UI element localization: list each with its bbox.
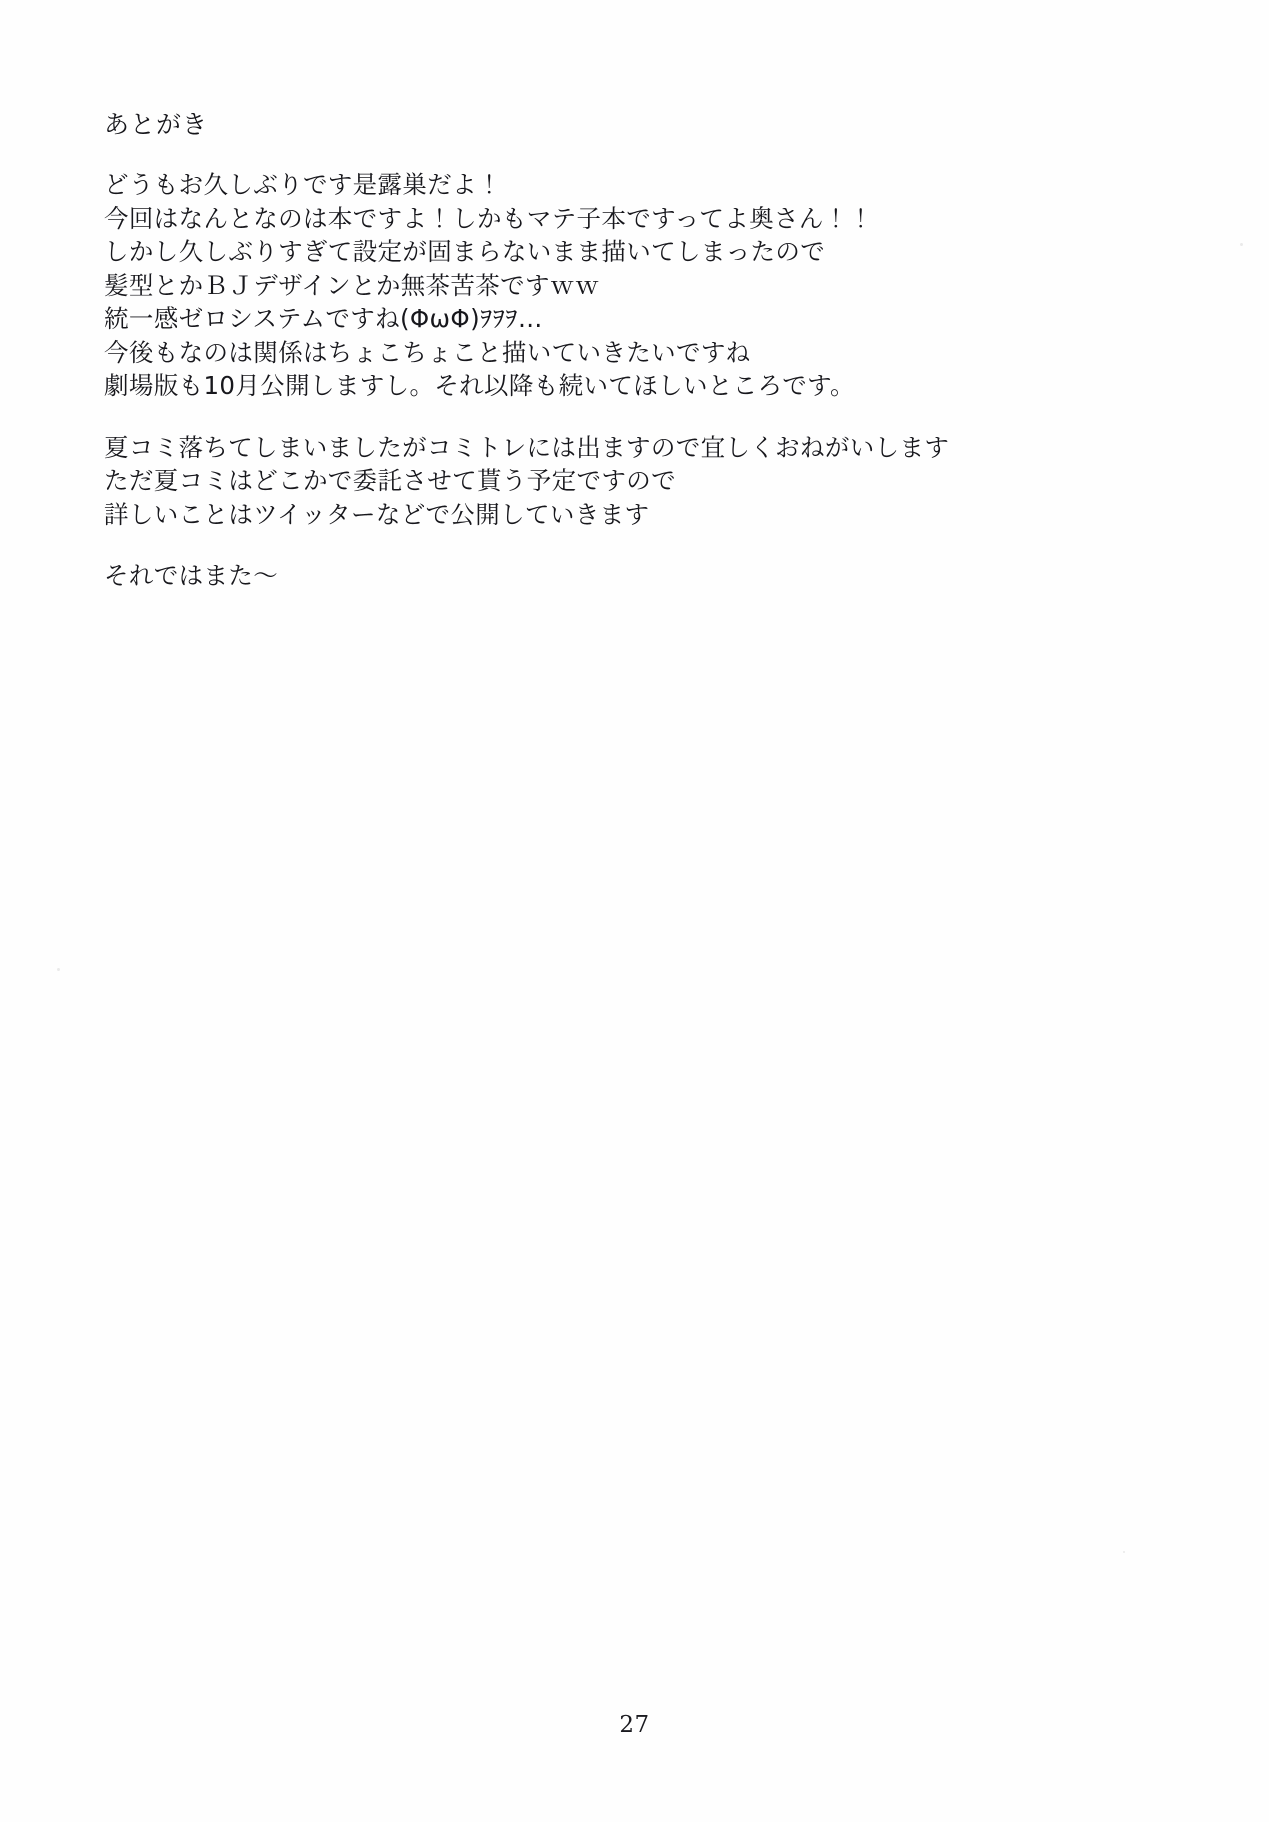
text-line: 今回はなんとなのは本ですよ！しかもマテ子本ですってよ奥さん！！ (104, 203, 874, 233)
paragraph-1 (104, 168, 1164, 403)
text-line: ただ夏コミはどこかで委託させて貰う予定ですので (104, 466, 676, 495)
page-title: あとがき (104, 110, 209, 139)
paper-speck (1240, 243, 1243, 246)
text-line: しかし久しぶりすぎて設定が固まらないまま描いてしまったので (104, 237, 826, 266)
text-line: 夏コミ落ちてしまいましたがコミトレには出ますので宜しくおねがいします (104, 432, 950, 462)
paper-speck (1123, 1551, 1125, 1553)
text-line: 統一感ゼロシステムですね(ΦωΦ)ｦｦｦ… (104, 304, 543, 333)
paragraph-2 (104, 431, 1164, 532)
text-line: それではまた〜 (104, 561, 279, 590)
text-line: 詳しいことはツイッターなどで公開していきます (104, 499, 650, 529)
text-line: 劇場版も10月公開しますし。それ以降も続いてほしいところです。 (104, 371, 855, 400)
afterword-body (104, 108, 1164, 621)
text-line: 髪型とかＢＪデザインとか無茶苦茶ですｗｗ (104, 270, 600, 300)
page-number: 27 (619, 1712, 650, 1738)
text-line: 今後もなのは関係はちょこちょこと描いていきたいですね (104, 337, 751, 367)
paper-speck (57, 968, 60, 971)
paragraph-3 (104, 559, 1164, 593)
text-line: どうもお久しぶりです是露巣だよ！ (104, 170, 502, 199)
